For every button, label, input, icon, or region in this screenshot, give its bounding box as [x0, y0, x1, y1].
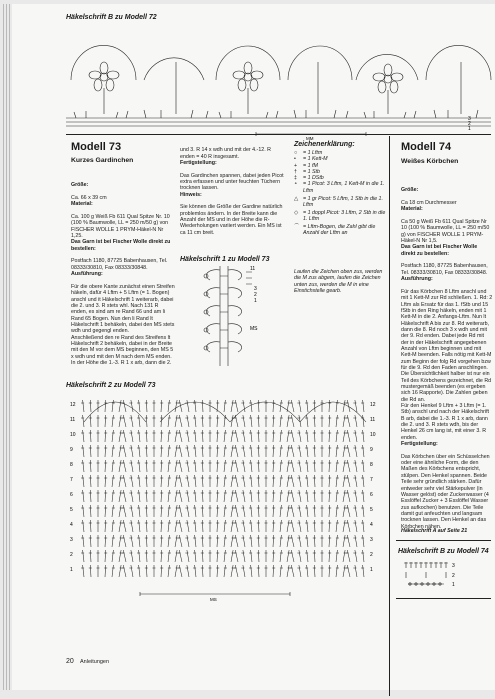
legend-item: [294, 210, 386, 223]
groesse-text: Ca. 66 x 39 cm: [71, 195, 107, 202]
page-number: 20: [66, 658, 74, 665]
legend-symbol-icon: †: [294, 168, 297, 175]
material-label: Material:: [71, 201, 93, 208]
legend-text: = 1 Picot: 3 Lftm, 1 Kett-M in die 1. Lftm: [303, 181, 385, 194]
m74-ref: Häkelschrift A auf Seite 21: [401, 528, 468, 534]
m74-rule: [396, 540, 491, 541]
legend-text: = 1 DStb: [303, 175, 324, 182]
ausfuehrung-label: Ausführung:: [71, 271, 103, 278]
m74-groesse: Ca 18 cm Durchmesser: [401, 200, 457, 207]
chart2-row-label: 6: [370, 492, 373, 498]
modell74-text: [401, 181, 493, 530]
chart2-row-label: 8: [70, 462, 73, 468]
m74-rule-bottom: [396, 598, 491, 599]
chart2-row-label: 12: [70, 402, 76, 408]
page-edge: [9, 4, 10, 690]
chart1-title: Häkelschrift 1 zu Modell 73: [180, 256, 270, 263]
m74-chartB-title: Häkelschrift B zu Modell 74: [398, 548, 489, 555]
m74-text: Für das Körbchen 8 Lftm anschl und mit 1 Kett-M zur Rd schließen. 1. Rd: 2 Lftm als Ersatz für das 1. fStb und 15 fStb in den Ring häkeln, enden mit 1 Kett-M in die 2. Anfangs-Lftm. Nun lt Häkelschrift A bis zur 8. Rd weiterarb, dann die 8. Rd noch 3 x wdh und mit der 9. Rd enden. Dabei jede Rd mit der in der Häkelschrift angegebenen Anzahl von Lftm beginnen und mit Kett-M beenden. Falls nötig mit Kett-M zum Beginn der folg Rd vorgehen bzw für die 9. Rd den Faden anschlingen. Die Übersichtlichkeit halber ist nur ein Teil des Körbchens gezeichnet, die Rd mustergemäß beenden (es ergeben sich 16 Rapporte). Die Zahlen geben die Rd an. Für den Henkel 9 Lftm + 3 Lftm (= 1. Stb) anschl und nach der Häkelschrift B arb, dabei die 1.-3. R 1 x arb, dann die 2. und 3. R stets wdh, bis der Henkel 26 cm lang ist, mit einer 3. R enden.: [401, 288, 493, 441]
m74-ausfuehrung-label: Ausführung:: [401, 276, 433, 283]
column-divider: [389, 136, 390, 696]
legend-text: = 1 Kett-M: [303, 156, 328, 163]
chart2-row-label: 1: [70, 567, 73, 573]
modell73-subtitle: Kurzes Gardinchen: [71, 157, 134, 164]
chart2-row-label: 11: [70, 417, 76, 423]
header-rule: [66, 134, 491, 135]
m74-groesse-label: Größe:: [401, 187, 419, 194]
chart2-stitches: [81, 400, 366, 577]
m74-material-label: Material:: [401, 206, 423, 213]
chart2-ms-label: MS: [210, 597, 217, 602]
modell73-col2: [180, 141, 284, 236]
legend-text: = 1 doppl Picot: 3 Lftm, 2 Stb in die 1. Lftm: [303, 209, 386, 222]
legend-text: = 1 Stb: [303, 168, 320, 175]
chart2-row-label: 4: [370, 522, 373, 528]
col2-text: und 3. R 14 x wdh und mit der 4.-12. R enden = 40 R insgesamt.: [180, 147, 271, 160]
legend-symbol-icon: +: [294, 162, 298, 169]
chart2-row-label: 2: [370, 552, 373, 558]
legend-symbol-icon: ∘: [294, 181, 298, 188]
chart2-row-label: 9: [70, 447, 73, 453]
chart1-row-3: 3: [254, 286, 257, 292]
m74-fertig-label: Fertigstellung:: [401, 441, 438, 448]
chart1-row-2: 2: [254, 292, 257, 298]
legend-symbol-icon: •: [294, 156, 296, 163]
header-mm-label: MM: [306, 136, 314, 141]
legend-item: [294, 181, 386, 194]
flower-border-chart: [66, 22, 491, 140]
chart2-row-label: 3: [370, 537, 373, 543]
chart1-row-11: 11: [250, 266, 256, 272]
m74-fertig: Das Körbchen über ein Schüsselchen oder eine ähnliche Form, die den Maßen des Körbchens entspricht, stülpen. Den Henkel spannen. Beide Teile sehr gründlich stärken. Dafür entweder sehr viel Stärkepulver (in Wasser gelöst) oder Zuckerwasser (4 Esslöffel Zucker + 3 Esslöffel Wasser zus aufkochen) benutzen. Die Teile damit gut anfeuchten und langsam trocknen lassen. Den Henkel an das Körbchen nähen.: [401, 453, 490, 530]
legend-list: [294, 150, 386, 238]
chart2-row-label: 2: [70, 552, 73, 558]
m74-row-1: 1: [452, 582, 455, 588]
groesse-label: Größe:: [71, 182, 89, 189]
legend-title: Zeichenerklärung:: [294, 141, 355, 148]
page-edge: [6, 4, 7, 690]
chart2-row-label: 3: [70, 537, 73, 543]
chart2-row-label: 1: [370, 567, 373, 573]
hinweis-text: Sie können die Größe der Gardine natürlich problemlos ändern. In der Breite kann die Anzahl der MS und in der Höhe die R-Wiederholungen variiert werden. Ein MS ist ca 11 cm breit.: [180, 204, 283, 236]
chart2-row-label: 4: [70, 522, 73, 528]
chart2-row-label: 10: [370, 432, 376, 438]
m74-bezug: Postfach 1180, 87725 Babenhausen, Tel. 08333/30810, Fax 08333/30848.: [401, 263, 488, 276]
chart2-diagram: [70, 392, 380, 602]
modell74-subtitle: Weißes Körbchen: [401, 158, 459, 165]
legend-text: = 1 gr Picot: 5 Lftm, 1 Stb in die 1. Lftm: [303, 195, 383, 208]
chart1-diagram: [190, 266, 270, 372]
chart2-row-label: 7: [70, 477, 73, 483]
chart2-row-label: 12: [370, 402, 376, 408]
bezug-text: Postfach 1180, 87725 Babenhausen, Tel. 08333/30810, Fax 08333/30848.: [71, 258, 168, 271]
chart2-row-label: 11: [370, 417, 376, 423]
legend-item: [294, 224, 386, 237]
header-row-2: 2: [468, 121, 471, 127]
chart2-row-label: 6: [70, 492, 73, 498]
fertig-text: Das Gardinchen spannen, dabei jeden Picot extra erfassen und unter feuchten Tüchern trocknen lassen.: [180, 172, 284, 192]
legend-symbol-icon: △: [294, 195, 299, 202]
legend-text: = 1 fM: [303, 162, 318, 169]
modell73-title: Modell 73: [71, 141, 122, 153]
chart2-row-label: 7: [370, 477, 373, 483]
hinweis-label: Hinweis:: [180, 191, 202, 198]
material-text: Ca. 100 g Weiß Fb 611 Qual Spitze Nr. 10 (100 % Baumwolle, LL = 250 m/50 g) von FISCHER WOLLE 1 PRYM-Häkel-N Nr 1,25.: [71, 214, 170, 240]
modell73-col1: [71, 176, 175, 366]
ausfuehrung-text: Für die obere Kante zunächst einen Streifen häkeln, dafür 4 Lftm + 5 Lftm (= 1. Bogen) anschl und it Häkelschrift 1 weiterarb, dabei die 2. und 3. R stets whl. Nach 131 R enden, es sind am re Rand 66 und am li Rand 65 Bogen. Nun den li Rand lt Häkelschrift 1 behäkeln, dabei den MS stets wdh und gegengl enden. Anschließend den re Rand des Streifens lt Häkelschrift 2 behäkeln, dabei in der Breite mit den M vor dem MS beginnen, den MS 5 x wdh und mit den M nach dem MS enden. In der Höhe die 1.-3. R 1 x arb, dann die 2.: [71, 283, 175, 366]
chart2-title: Häkelschrift 2 zu Modell 73: [66, 382, 156, 389]
modell74-title: Modell 74: [401, 141, 452, 153]
chart2-row-label: 10: [70, 432, 76, 438]
legend-symbol-icon: ‡: [294, 175, 297, 182]
chart2-row-label: 9: [370, 447, 373, 453]
chart2-row-label: 5: [70, 507, 73, 513]
page-edge: [3, 4, 4, 690]
legend-symbol-icon: ⌒: [294, 223, 300, 230]
legend-text: = 1 Lftm: [303, 150, 323, 156]
header-row-1: 1: [468, 126, 471, 132]
chart1-row-1: 1: [254, 298, 257, 304]
header-row-3: 3: [468, 116, 471, 122]
legend-note: Laufen die Zeichen oben zus, werden die M zus abgem, laufen die Zeichen unten zus, werden die M in eine Einstichstelle gearb.: [294, 269, 383, 295]
header-title: Häkelschrift B zu Modell 72: [66, 14, 157, 21]
footer-section: Anleitungen: [80, 659, 110, 665]
legend-symbol-icon: ◇: [294, 209, 299, 216]
chart2-ms-bracket: [140, 592, 290, 596]
m74-material: Ca 50 g Weiß Fb 611 Qual Spitze Nr 10 (100 % Baumwolle, LL = 250 m/50 g) von FISCHER WOLLE 1 PRYM-Häkel-N Nr 1,5.: [401, 219, 490, 245]
m74-row-3: 3: [452, 563, 455, 569]
bezug-bold: Das Garn ist bei Fischer Wolle direkt zu bestellen:: [71, 239, 171, 252]
legend-symbol-icon: ○: [294, 150, 298, 156]
m74-row-2: 2: [452, 573, 455, 579]
fertig-label: Fertigstellung:: [180, 160, 217, 167]
chart1-ms: MS: [250, 326, 258, 332]
legend-item: [294, 196, 386, 209]
m74-bezug-bold: Das Garn ist bei Fischer Wolle direkt zu bestellen:: [401, 244, 478, 257]
chart2-row-label: 5: [370, 507, 373, 513]
m74-chartB: [404, 560, 464, 586]
chart2-row-label: 8: [370, 462, 373, 468]
legend-text: = Lftm-Bogen, die Zahl gibt die Anzahl der Lftm an: [303, 223, 376, 237]
